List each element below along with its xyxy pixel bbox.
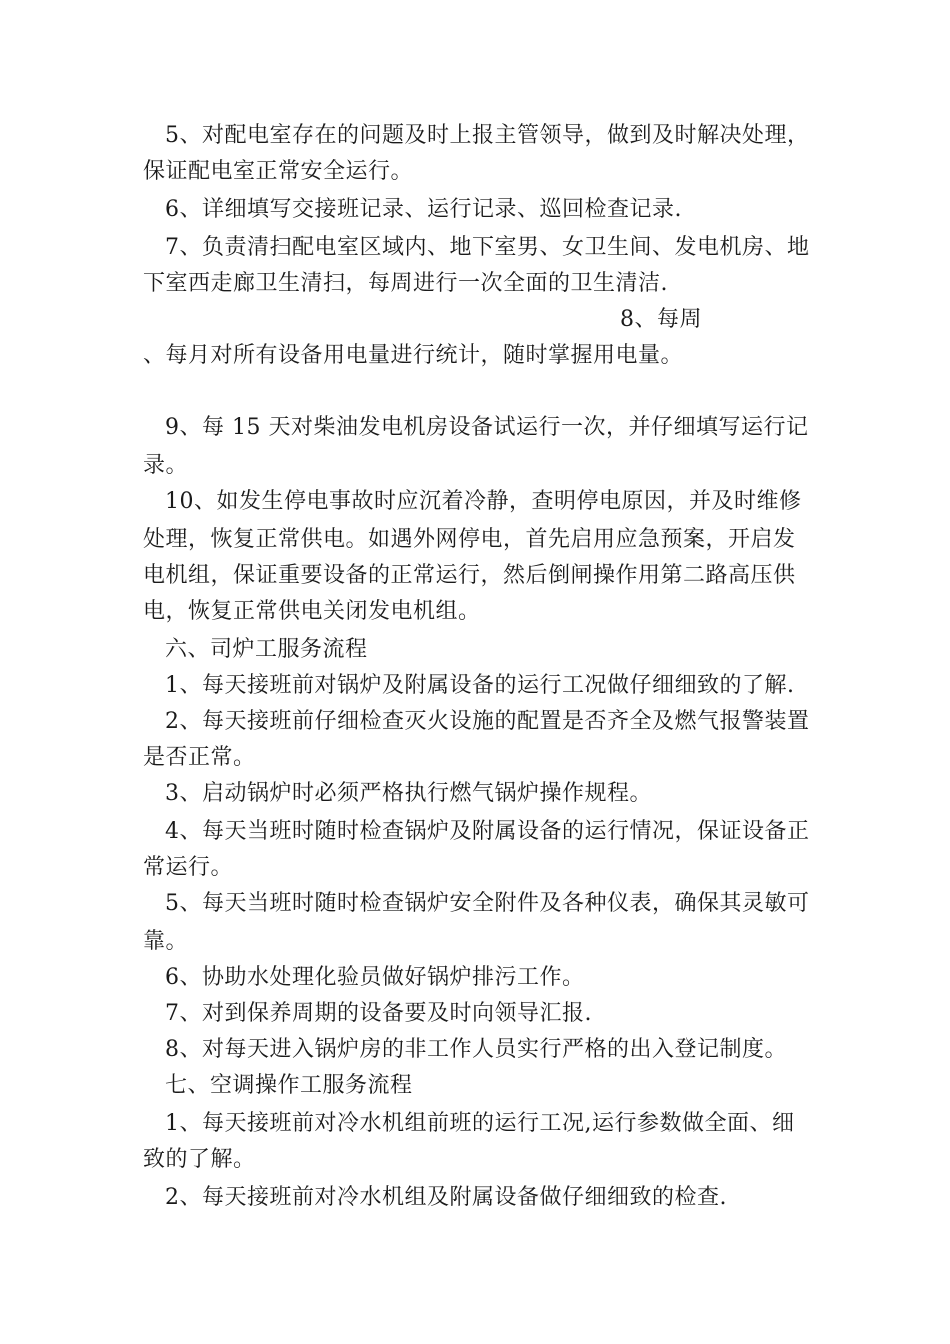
s6-item-6: 6、协助水处理化验员做好锅炉排污工作。 (165, 965, 585, 990)
s6-item-4-line-1: 4、每天当班时随时检查锅炉及附属设备的运行情况，保证设备正 (165, 819, 810, 844)
section-7-heading: 七、空调操作工服务流程 (165, 1073, 413, 1098)
item-8-fragment: 8、每周 (620, 307, 702, 332)
item-7-line-2: 下室西走廊卫生清扫，每周进行一次全面的卫生清洁. (143, 271, 668, 296)
s6-item-1: 1、每天接班前对锅炉及附属设备的运行工况做仔细细致的了解. (165, 673, 795, 698)
item-6-line: 6、详细填写交接班记录、运行记录、巡回检查记录. (165, 197, 682, 222)
s6-item-7: 7、对到保养周期的设备要及时向领导汇报. (165, 1001, 592, 1026)
s7-item-1-line-2: 致的了解。 (143, 1147, 256, 1172)
item-7-line-1: 7、负责清扫配电室区域内、地下室男、女卫生间、发电机房、地 (165, 235, 810, 260)
s6-item-3: 3、启动锅炉时必须严格执行燃气锅炉操作规程。 (165, 781, 652, 806)
s6-item-2-line-1: 2、每天接班前仔细检查灭火设施的配置是否齐全及燃气报警装置 (165, 709, 810, 734)
s6-item-2-line-2: 是否正常。 (143, 745, 256, 770)
s6-item-4-line-2: 常运行。 (143, 855, 234, 880)
s6-item-5-line-1: 5、每天当班时随时检查锅炉安全附件及各种仪表，确保其灵敏可 (165, 891, 810, 916)
s6-item-8: 8、对每天进入锅炉房的非工作人员实行严格的出入登记制度。 (165, 1037, 787, 1062)
s7-item-2: 2、每天接班前对冷水机组及附属设备做仔细细致的检查. (165, 1185, 727, 1210)
section-6-heading: 六、司炉工服务流程 (165, 637, 368, 662)
item-10-line-3: 电机组，保证重要设备的正常运行，然后倒闸操作用第二路高压供 (143, 563, 796, 588)
item-9-line-2: 录。 (143, 453, 189, 478)
item-5-line-1: 5、对配电室存在的问题及时上报主管领导，做到及时解决处理， (165, 123, 810, 148)
item-8-line: 、每月对所有设备用电量进行统计，随时掌握用电量。 (143, 343, 684, 368)
item-9-line-1: 9、每 15 天对柴油发电机房设备试运行一次，并仔细填写运行记 (165, 415, 809, 440)
s7-item-1-line-1: 1、每天接班前对冷水机组前班的运行工况,运行参数做全面、细 (165, 1111, 795, 1136)
s6-item-5-line-2: 靠。 (143, 929, 189, 954)
item-5-line-2: 保证配电室正常安全运行。 (143, 159, 414, 184)
item-10-line-2: 处理，恢复正常供电。如遇外网停电，首先启用应急预案，开启发 (143, 527, 796, 552)
item-10-line-4: 电，恢复正常供电关闭发电机组。 (143, 599, 481, 624)
item-10-line-1: 10、如发生停电事故时应沉着冷静，查明停电原因，并及时维修 (165, 489, 802, 514)
